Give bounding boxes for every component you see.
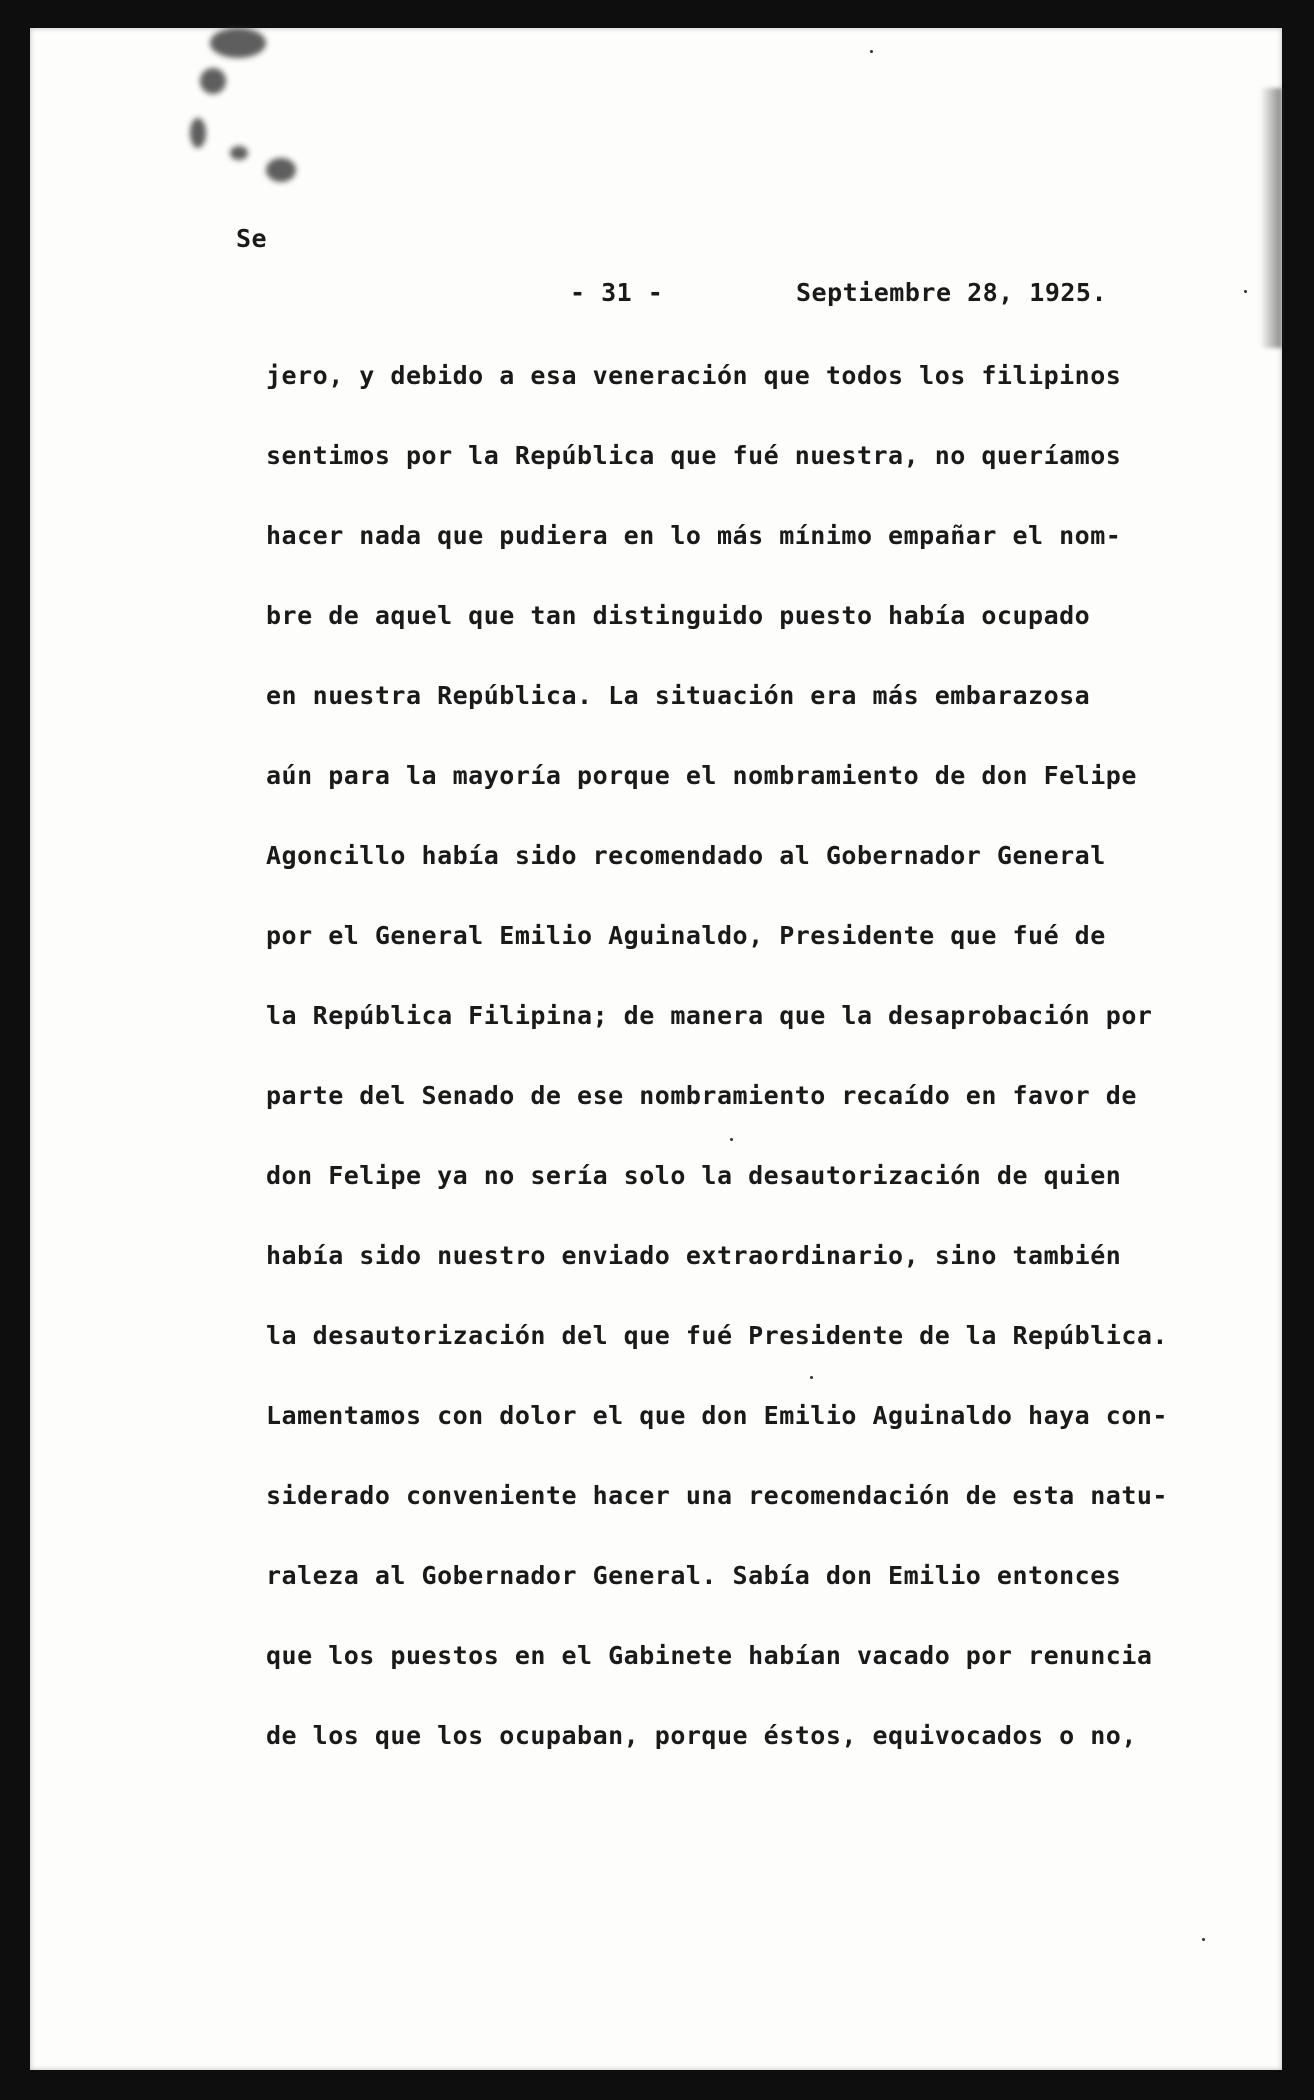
ink-smudge <box>190 118 206 148</box>
header-initials: Se <box>236 224 268 253</box>
text-line: sentimos por la República que fué nuestra, no queríamos <box>266 441 1122 470</box>
ink-smudge <box>200 68 226 94</box>
text-line: había sido nuestro enviado extraordinario, sino también <box>266 1241 1122 1270</box>
body-text <box>266 356 1166 1796</box>
ink-smudge <box>266 158 296 182</box>
text-line: hacer nada que pudiera en lo más mínimo empañar el nom- <box>266 521 1122 550</box>
text-line: por el General Emilio Aguinaldo, Presidente que fué de <box>266 921 1106 950</box>
text-line: bre de aquel que tan distinguido puesto había ocupado <box>266 601 1091 630</box>
dust-speck <box>1244 290 1247 293</box>
text-line: Agoncillo había sido recomendado al Gobernador General <box>266 841 1106 870</box>
dust-speck <box>1202 1938 1205 1941</box>
text-line: don Felipe ya no sería solo la desautorización de quien <box>266 1161 1122 1190</box>
text-line: aún para la mayoría porque el nombramiento de don Felipe <box>266 761 1137 790</box>
text-line: parte del Senado de ese nombramiento recaído en favor de <box>266 1081 1137 1110</box>
ink-smudge <box>230 146 248 160</box>
text-line: raleza al Gobernador General. Sabía don Emilio entonces <box>266 1561 1122 1590</box>
text-line: en nuestra República. La situación era más embarazosa <box>266 681 1091 710</box>
text-line: jero, y debido a esa veneración que todos los filipinos <box>266 361 1122 390</box>
page-number: - 31 - <box>570 278 664 307</box>
text-line: Lamentamos con dolor el que don Emilio Aguinaldo haya con- <box>266 1401 1168 1430</box>
text-line: la desautorización del que fué Presidente de la República. <box>266 1321 1168 1350</box>
text-line: que los puestos en el Gabinete habían vacado por renuncia <box>266 1641 1153 1670</box>
edge-stain <box>1260 88 1282 348</box>
page-date: Septiembre 28, 1925. <box>796 278 1108 307</box>
ink-smudge <box>210 28 266 58</box>
text-line: de los que los ocupaban, porque éstos, equivocados o no, <box>266 1721 1137 1750</box>
text-line: la República Filipina; de manera que la desaprobación por <box>266 1001 1153 1030</box>
dust-speck <box>870 50 873 53</box>
text-line: siderado conveniente hacer una recomendación de esta natu- <box>266 1481 1168 1510</box>
